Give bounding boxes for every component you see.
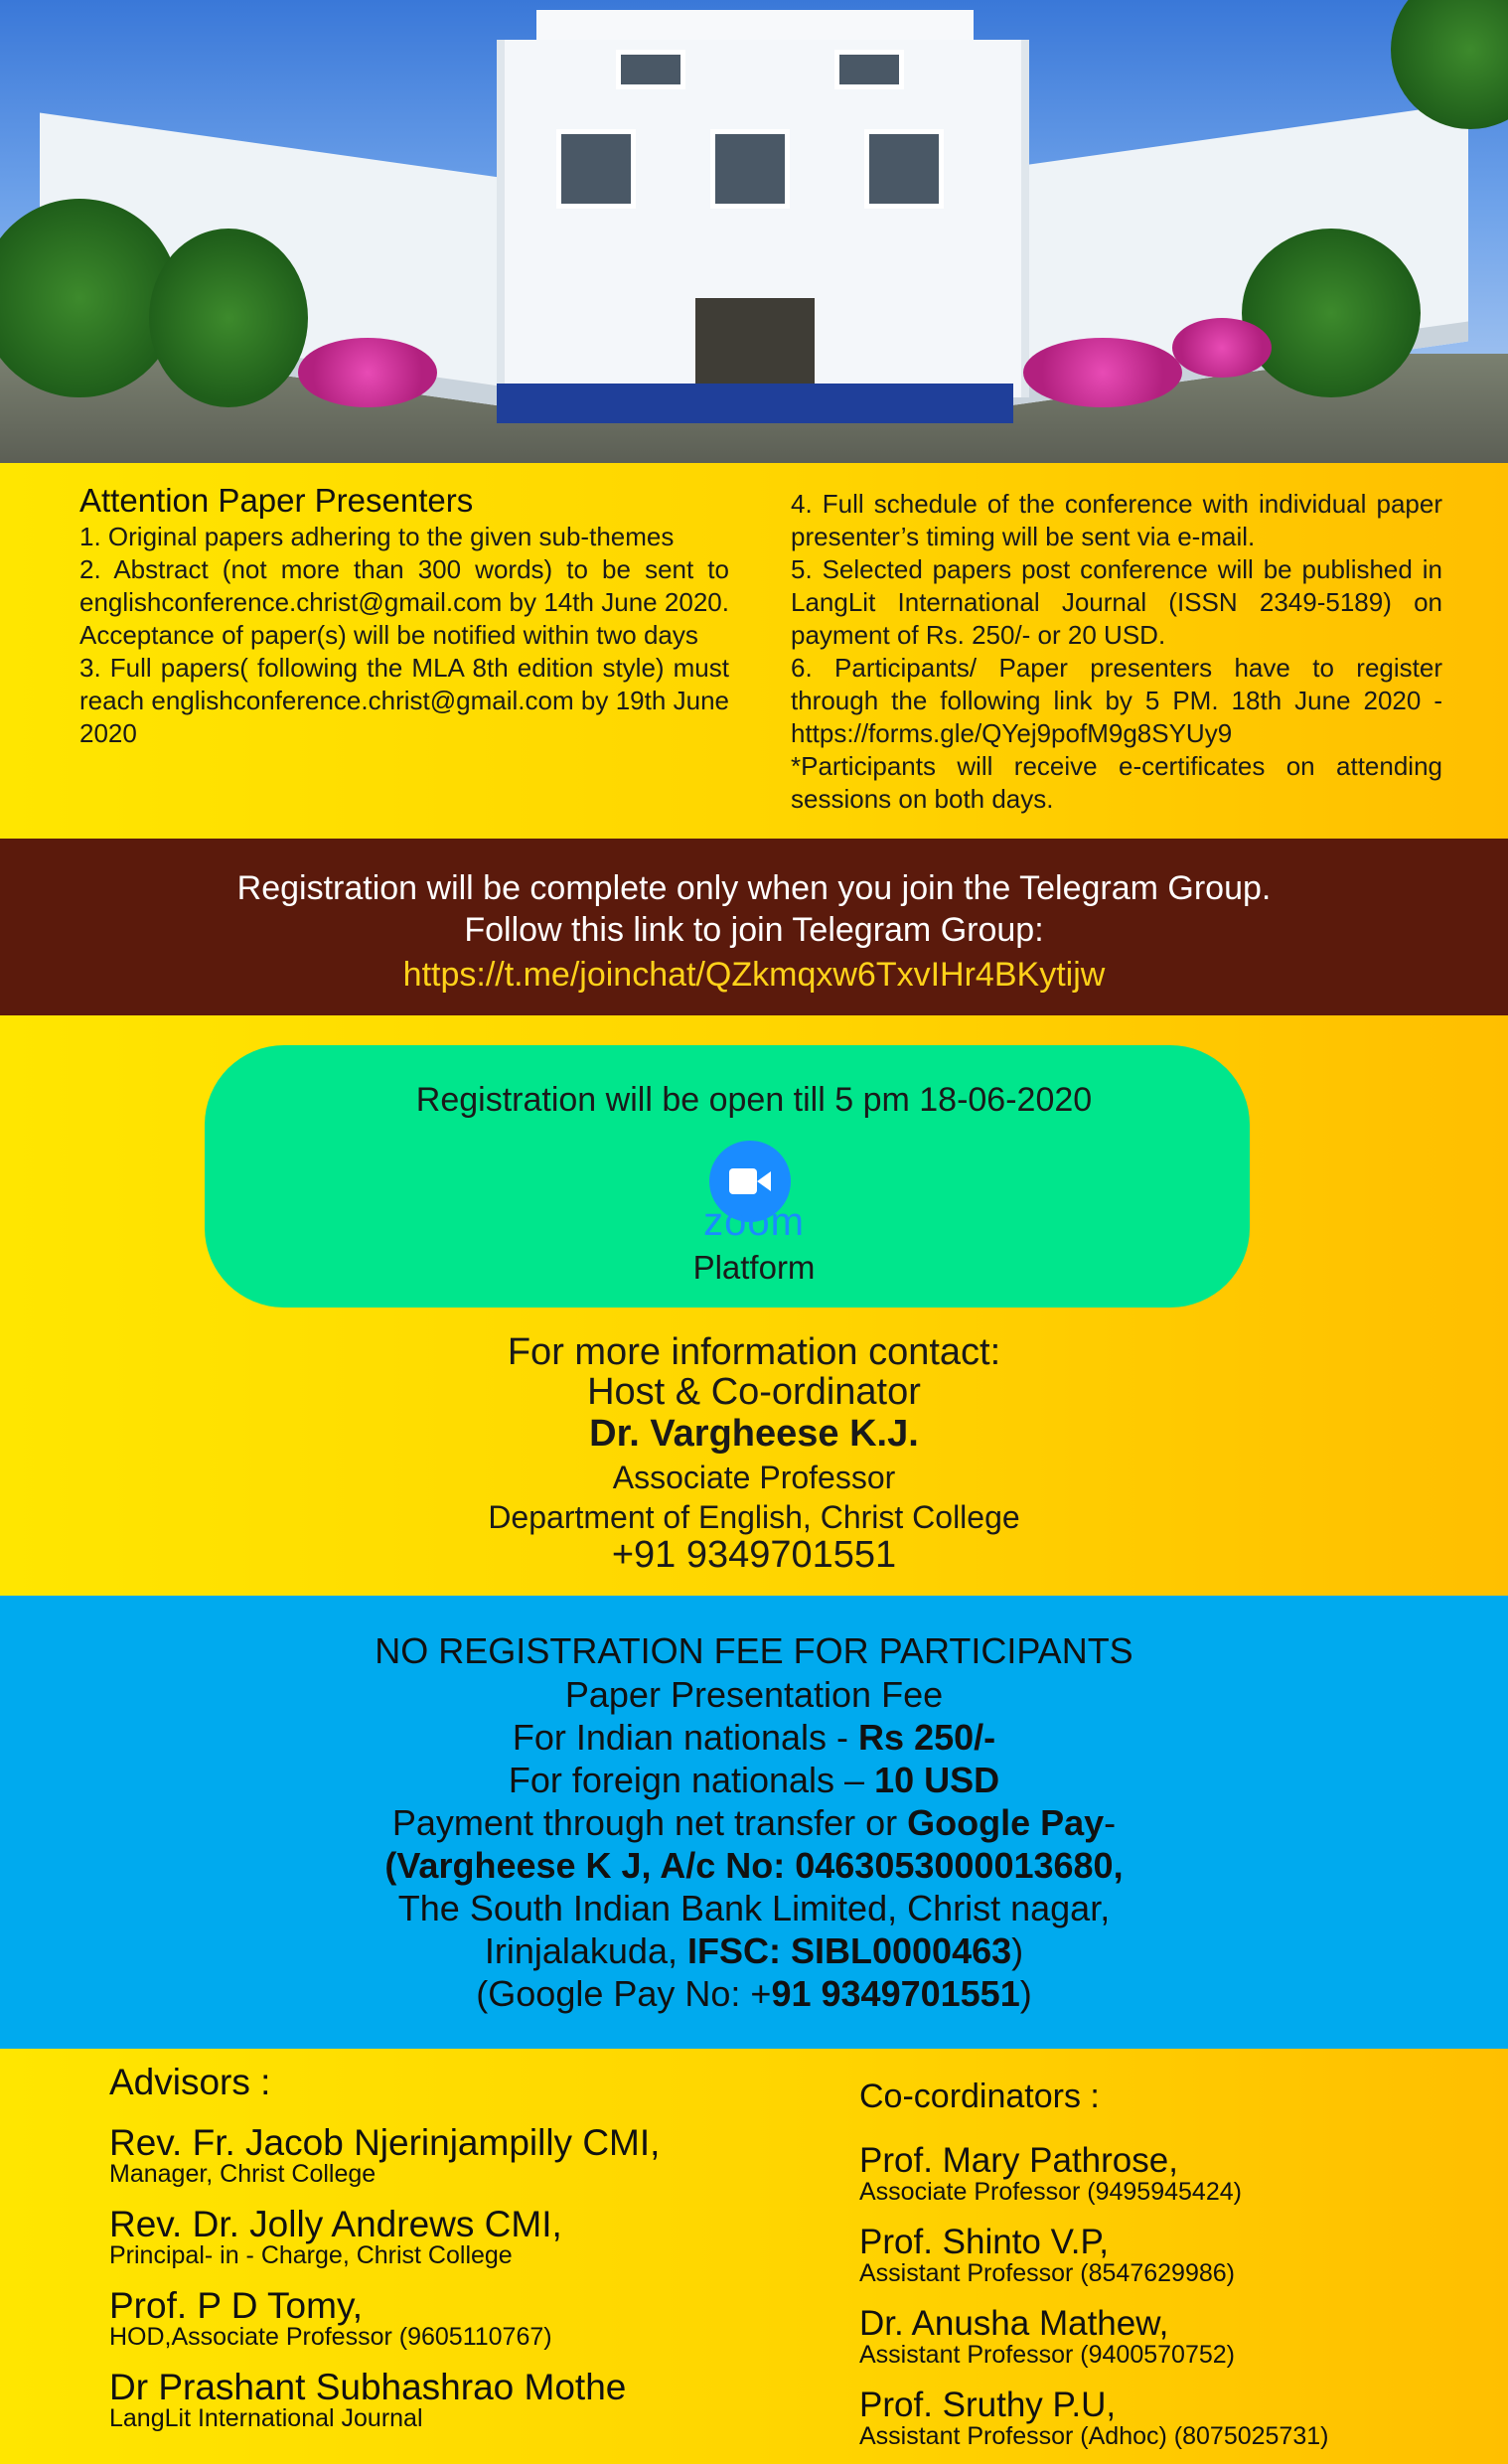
attention-title: Attention Paper Presenters bbox=[79, 482, 474, 519]
no-registration-fee: NO REGISTRATION FEE FOR PARTICIPANTS bbox=[375, 1630, 1133, 1671]
zoom-lens-icon bbox=[757, 1171, 771, 1191]
advisors-column bbox=[109, 2063, 805, 2430]
coordinator-name: Prof. Mary Pathrose, bbox=[859, 2141, 1178, 2180]
attention-item: *Participants will receive e-certificates on attending sessions on both days. bbox=[791, 751, 1442, 814]
attention-left-column bbox=[79, 481, 729, 750]
advisor-role: Manager, Christ College bbox=[109, 2160, 377, 2188]
fee-foreign: For foreign nationals – 10 USD bbox=[508, 1760, 1000, 1800]
registration-open-till: Registration will be open till 5 pm 18-06-2020 bbox=[415, 1081, 1093, 1119]
advisors-heading: Advisors : bbox=[109, 2062, 271, 2102]
window bbox=[556, 129, 636, 209]
telegram-line-1: Registration will be complete only when you join the Telegram Group. bbox=[236, 869, 1272, 907]
attention-right-column bbox=[791, 488, 1442, 816]
advisor-name: Rev. Fr. Jacob Njerinjampilly CMI, bbox=[109, 2122, 661, 2163]
advisor-name: Dr Prashant Subhashrao Mothe bbox=[109, 2367, 627, 2407]
contact-phone: +91 9349701551 bbox=[611, 1534, 897, 1576]
flower-bush bbox=[298, 338, 437, 407]
coordinator-name: Prof. Shinto V.P, bbox=[859, 2223, 1110, 2261]
zoom-camera-icon bbox=[729, 1168, 757, 1194]
window bbox=[710, 129, 790, 209]
coordinator-role: Associate Professor (9495945424) bbox=[859, 2178, 1242, 2206]
advisor-role: LangLit International Journal bbox=[109, 2404, 423, 2432]
flower-bush bbox=[1023, 338, 1182, 407]
coordinators-heading: Co-cordinators : bbox=[859, 2078, 1100, 2115]
attention-item: 5. Selected papers post conference will be published in LangLit International Journal (ISSN 2349-5189) on payment of Rs. 250/- or 20 USD. bbox=[791, 554, 1442, 650]
attention-item: 6. Participants/ Paper presenters have to register through the following link by 5 PM. 18th June 2020 - https://forms.gle/QYej9pofM9g8SYUy9 bbox=[791, 653, 1442, 748]
telegram-line-2: Follow this link to join Telegram Group: bbox=[464, 911, 1044, 949]
coordinator-role: Assistant Professor (9400570752) bbox=[859, 2341, 1235, 2369]
contact-heading: For more information contact: bbox=[507, 1331, 1001, 1373]
contact-name: Dr. Vargheese K.J. bbox=[589, 1413, 919, 1455]
coordinator-name: Dr. Anusha Mathew, bbox=[859, 2304, 1169, 2343]
attention-item: 3. Full papers( following the MLA 8th edition style) must reach englishconference.christ@gmail.com by 19th June 2020 bbox=[79, 653, 729, 748]
payment-method: Payment through net transfer or Google Pay- bbox=[391, 1802, 1117, 1843]
advisor-role: HOD,Associate Professor (9605110767) bbox=[109, 2323, 552, 2351]
coordinator-role: Assistant Professor (Adhoc) (8075025731) bbox=[859, 2422, 1329, 2450]
hero-photo bbox=[0, 0, 1508, 463]
window bbox=[834, 50, 904, 89]
attention-item: 1. Original papers adhering to the given sub-themes bbox=[79, 522, 675, 551]
advisor-name: Rev. Dr. Jolly Andrews CMI, bbox=[109, 2204, 562, 2244]
attention-item: 2. Abstract (not more than 300 words) to be sent to englishconference.christ@gmail.com by 14th June 2020. Acceptance of paper(s) will be notified within two days bbox=[79, 554, 729, 650]
contact-dept: Department of English, Christ College bbox=[488, 1499, 1020, 1535]
fee-indian: For Indian nationals - Rs 250/- bbox=[512, 1717, 996, 1758]
zoom-wordmark: zoom bbox=[703, 1200, 805, 1244]
advisor-role: Principal- in - Charge, Christ College bbox=[109, 2241, 513, 2269]
coordinators-column bbox=[859, 2077, 1475, 2448]
contact-title: Associate Professor bbox=[612, 1460, 896, 1495]
bank-ifsc: Irinjalakuda, IFSC: SIBL0000463) bbox=[484, 1930, 1024, 1971]
presentation-fee-heading: Paper Presentation Fee bbox=[564, 1674, 944, 1715]
bank-name: The South Indian Bank Limited, Christ nagar, bbox=[397, 1888, 1111, 1928]
coordinator-name: Prof. Sruthy P.U, bbox=[859, 2386, 1117, 2424]
tree bbox=[1242, 229, 1421, 397]
tree bbox=[1391, 0, 1508, 129]
tree bbox=[149, 229, 308, 407]
coordinator-role: Assistant Professor (8547629986) bbox=[859, 2259, 1235, 2287]
window bbox=[864, 129, 944, 209]
google-pay-number: (Google Pay No: +91 9349701551) bbox=[476, 1973, 1032, 2014]
advisor-name: Prof. P D Tomy, bbox=[109, 2285, 363, 2326]
flower-bush bbox=[1172, 318, 1272, 378]
building-base bbox=[497, 384, 1013, 423]
telegram-link[interactable]: https://t.me/joinchat/QZkmqxw6TxvIHr4BKytijw bbox=[402, 956, 1106, 994]
window bbox=[616, 50, 685, 89]
platform-label: Platform bbox=[692, 1249, 816, 1286]
account-number: (Vargheese K J, A/c No: 0463053000013680, bbox=[384, 1845, 1124, 1886]
contact-role: Host & Co-ordinator bbox=[587, 1371, 921, 1413]
attention-item: 4. Full schedule of the conference with individual paper presenter’s timing will be sent via e-mail. bbox=[791, 489, 1442, 551]
